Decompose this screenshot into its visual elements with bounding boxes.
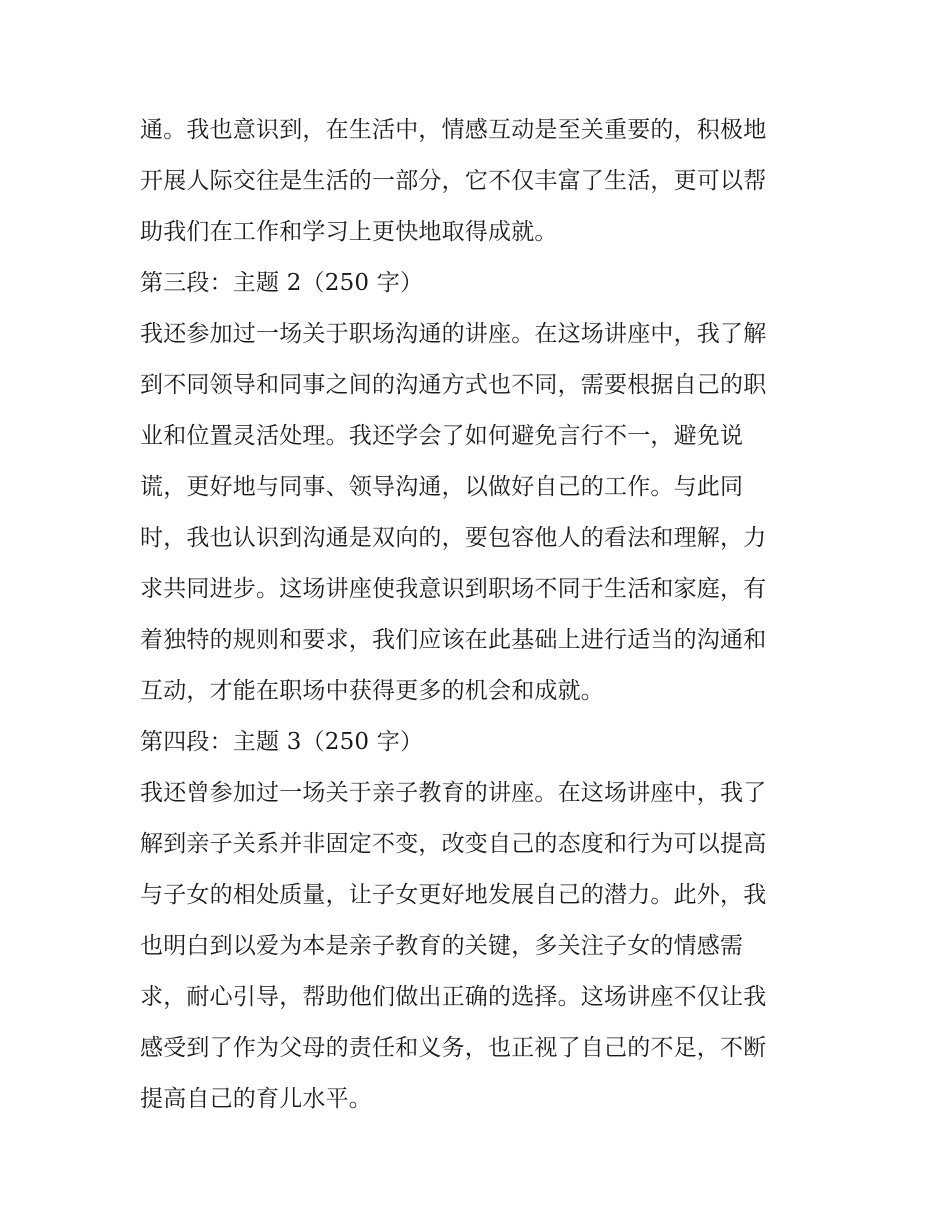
paragraph-line: 助我们在工作和学习上更快地取得成就。 (140, 219, 558, 245)
paragraph-line: 业和位置灵活处理。我还学会了如何避免言行不一，避免说 (140, 423, 744, 449)
paragraph-line: 开展人际交往是生活的一部分，它不仅丰富了生活，更可以帮 (140, 168, 767, 194)
paragraph-line: 我还曾参加过一场关于亲子教育的讲座。在这场讲座中，我了 (140, 780, 767, 806)
paragraph-line: 我还参加过一场关于职场沟通的讲座。在这场讲座中，我了解 (140, 321, 767, 347)
document-page (140, 105, 820, 1125)
paragraph-line: 时，我也认识到沟通是双向的，要包容他人的看法和理解，力 (140, 525, 767, 551)
paragraph-line: 感受到了作为父母的责任和义务，也正视了自己的不足，不断 (140, 1035, 767, 1061)
paragraph-line: 解到亲子关系并非固定不变，改变自己的态度和行为可以提高 (140, 831, 767, 857)
section-heading: 第三段：主题 2（250 字） (140, 270, 424, 296)
paragraph-line: 求，耐心引导，帮助他们做出正确的选择。这场讲座不仅让我 (140, 984, 767, 1010)
paragraph-line: 也明白到以爱为本是亲子教育的关键，多关注子女的情感需 (140, 933, 744, 959)
section-heading: 第四段：主题 3（250 字） (140, 729, 424, 755)
paragraph-line: 着独特的规则和要求，我们应该在此基础上进行适当的沟通和 (140, 627, 767, 653)
paragraph-line: 到不同领导和同事之间的沟通方式也不同，需要根据自己的职 (140, 372, 767, 398)
paragraph-line: 与子女的相处质量，让子女更好地发展自己的潜力。此外，我 (140, 882, 767, 908)
paragraph-line: 通。我也意识到，在生活中，情感互动是至关重要的，积极地 (140, 117, 767, 143)
paragraph-line: 互动，才能在职场中获得更多的机会和成就。 (140, 678, 604, 704)
paragraph-line: 求共同进步。这场讲座使我意识到职场不同于生活和家庭，有 (140, 576, 767, 602)
paragraph-line: 谎，更好地与同事、领导沟通，以做好自己的工作。与此同 (140, 474, 744, 500)
paragraph-line: 提高自己的育儿水平。 (140, 1086, 372, 1112)
